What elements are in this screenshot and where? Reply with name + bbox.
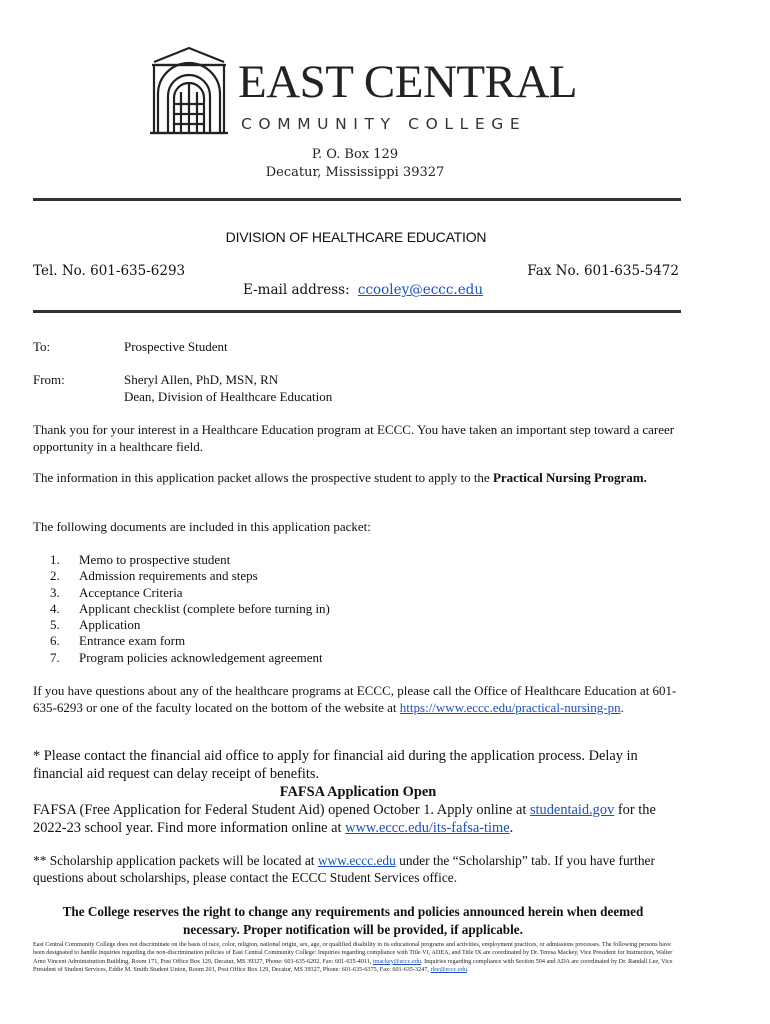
scholarship-text-2: under the “Scholarship” tab. If you have further questions about scholarships, please contact the ECCC Student Services office. bbox=[33, 853, 655, 885]
address-line-1: P. O. Box 129 bbox=[311, 147, 399, 162]
to-label: To: bbox=[33, 339, 51, 354]
footer-text-1: East Central Community College does not discriminate on the basis of race, color, religion, national origin, sex, age, or qualified disability in its educational programs and activities, employment practices, or admissions processes. The following persons have been designated to handle inquiries regarding the non-discrimination policies of East Central Community College: Inquiries regarding compliance with Title VI, ADEA, and Title IX are coordinated by Dr. Teresa Mackey, Vice President for Instruction, Walter Arno Vincent Administration Building, Room 171, Post Office Box 129, Decatur, MS 39327, Phone: 601-635-6202, Fax: 601-635-4011, bbox=[33, 941, 673, 965]
document-number: 1. bbox=[50, 552, 60, 567]
document-number: 6. bbox=[50, 633, 60, 649]
document-number: 3. bbox=[50, 584, 60, 600]
email-label: E-mail address: bbox=[243, 282, 350, 298]
financial-aid-paragraph: * Please contact the financial aid office to apply for financial aid during the application process. Delay in financial aid request can delay receipt of benefits. bbox=[33, 748, 638, 782]
eccc-website-link[interactable]: www.eccc.edu bbox=[317, 853, 396, 868]
document-title: Acceptance Criteria bbox=[79, 584, 183, 600]
from-label: From: bbox=[33, 372, 65, 387]
college-subname: COMMUNITY COLLEGE bbox=[241, 115, 527, 133]
footer-text-3: . bbox=[466, 966, 469, 974]
email-line bbox=[243, 282, 483, 298]
document-number: 4. bbox=[50, 600, 60, 616]
documents-intro: The following documents are included in this application packet: bbox=[33, 519, 371, 534]
college-logo bbox=[148, 44, 578, 140]
from-name: Sheryl Allen, PhD, MSN, RN bbox=[124, 372, 279, 387]
document-list-item bbox=[50, 617, 330, 633]
document-list-item bbox=[50, 601, 330, 617]
document-title: Memo to prospective student bbox=[79, 552, 231, 567]
arch-building-icon bbox=[148, 44, 230, 136]
lee-email-link[interactable]: rlee@eccc.edu bbox=[430, 966, 467, 974]
address-line-2: Decatur, Mississippi 39327 bbox=[265, 165, 445, 180]
from-title: Dean, Division of Healthcare Education bbox=[124, 388, 333, 404]
document-title: Application bbox=[79, 617, 141, 633]
from-value bbox=[124, 372, 332, 405]
program-name: Practical Nursing Program. bbox=[492, 470, 647, 485]
questions-text: If you have questions about any of the healthcare programs at ECCC, please call the Office of Healthcare Education at 601-635-6293 or one of the faculty located on the bottom of the website at bbox=[33, 683, 677, 715]
divider-top bbox=[33, 198, 681, 201]
college-name: EAST CENTRAL bbox=[238, 56, 578, 108]
division-title: DIVISION OF HEALTHCARE EDUCATION bbox=[225, 229, 487, 245]
studentaid-link[interactable]: studentaid.gov bbox=[529, 802, 615, 818]
document-number: 5. bbox=[50, 617, 60, 633]
to-value: Prospective Student bbox=[124, 339, 228, 354]
scholarship-text-1: ** Scholarship application packets will be located at bbox=[33, 853, 318, 868]
nondiscrimination-footer bbox=[33, 941, 683, 975]
document-title: Program policies acknowledgement agreement bbox=[79, 649, 323, 665]
packet-text: The information in this application packet allows the prospective student to apply to the bbox=[33, 470, 493, 485]
documents-list bbox=[50, 552, 330, 666]
document-number: 2. bbox=[50, 568, 60, 584]
document-list-item bbox=[50, 650, 330, 666]
fafsa-text-1: FAFSA (Free Application for Federal Student Aid) opened October 1. Apply online at bbox=[33, 802, 530, 818]
scholarship-paragraph bbox=[33, 853, 683, 886]
document-list-item bbox=[50, 633, 330, 649]
document-list-item bbox=[50, 585, 330, 601]
fafsa-text-2: for the 2022-23 school year. Find more information online at bbox=[33, 802, 656, 836]
email-link[interactable]: ccooley@eccc.edu bbox=[357, 282, 484, 298]
document-title: Entrance exam form bbox=[79, 633, 186, 649]
document-title: Applicant checklist (complete before turning in) bbox=[79, 600, 330, 616]
fafsa-paragraph bbox=[33, 801, 683, 837]
telephone-number: Tel. No. 601-635-6293 bbox=[33, 263, 186, 279]
intro-paragraph: Thank you for your interest in a Healthcare Education program at ECCC. You have taken an important step toward a career opportunity in a healthcare field. bbox=[33, 422, 675, 454]
document-list-item bbox=[50, 552, 330, 568]
document-number: 7. bbox=[50, 649, 60, 665]
questions-end: . bbox=[620, 699, 624, 715]
reserve-rights-notice: The College reserves the right to change any requirements and policies announced herein when deemed necessary. Proper notification will be provided, if applicable. bbox=[62, 904, 644, 937]
document-list-item bbox=[50, 568, 330, 584]
document-title: Admission requirements and steps bbox=[79, 568, 258, 584]
questions-paragraph bbox=[33, 683, 683, 716]
mackey-email-link[interactable]: tmackey@eccc.edu bbox=[372, 957, 422, 965]
fafsa-time-link[interactable]: www.eccc.edu/its-fafsa-time bbox=[345, 820, 510, 836]
footer-text-2: . Inquiries regarding compliance with Section 504 and ADA are coordinated by Dr. Randall Lee, Vice President of Student Services, Eddie M. Smith Student Union, Room 201, Post Office Box 129, Decatur, MS 39327, Phone: 601-635-6375, Fax: 601-635-3247, bbox=[33, 957, 673, 974]
fafsa-end: . bbox=[509, 820, 514, 836]
fafsa-heading: FAFSA Application Open bbox=[279, 784, 437, 800]
fax-number: Fax No. 601-635-5472 bbox=[527, 263, 679, 279]
program-website-link[interactable]: https://www.eccc.edu/practical-nursing-pn bbox=[399, 699, 621, 715]
packet-paragraph bbox=[33, 470, 683, 487]
divider-bottom bbox=[33, 310, 681, 313]
